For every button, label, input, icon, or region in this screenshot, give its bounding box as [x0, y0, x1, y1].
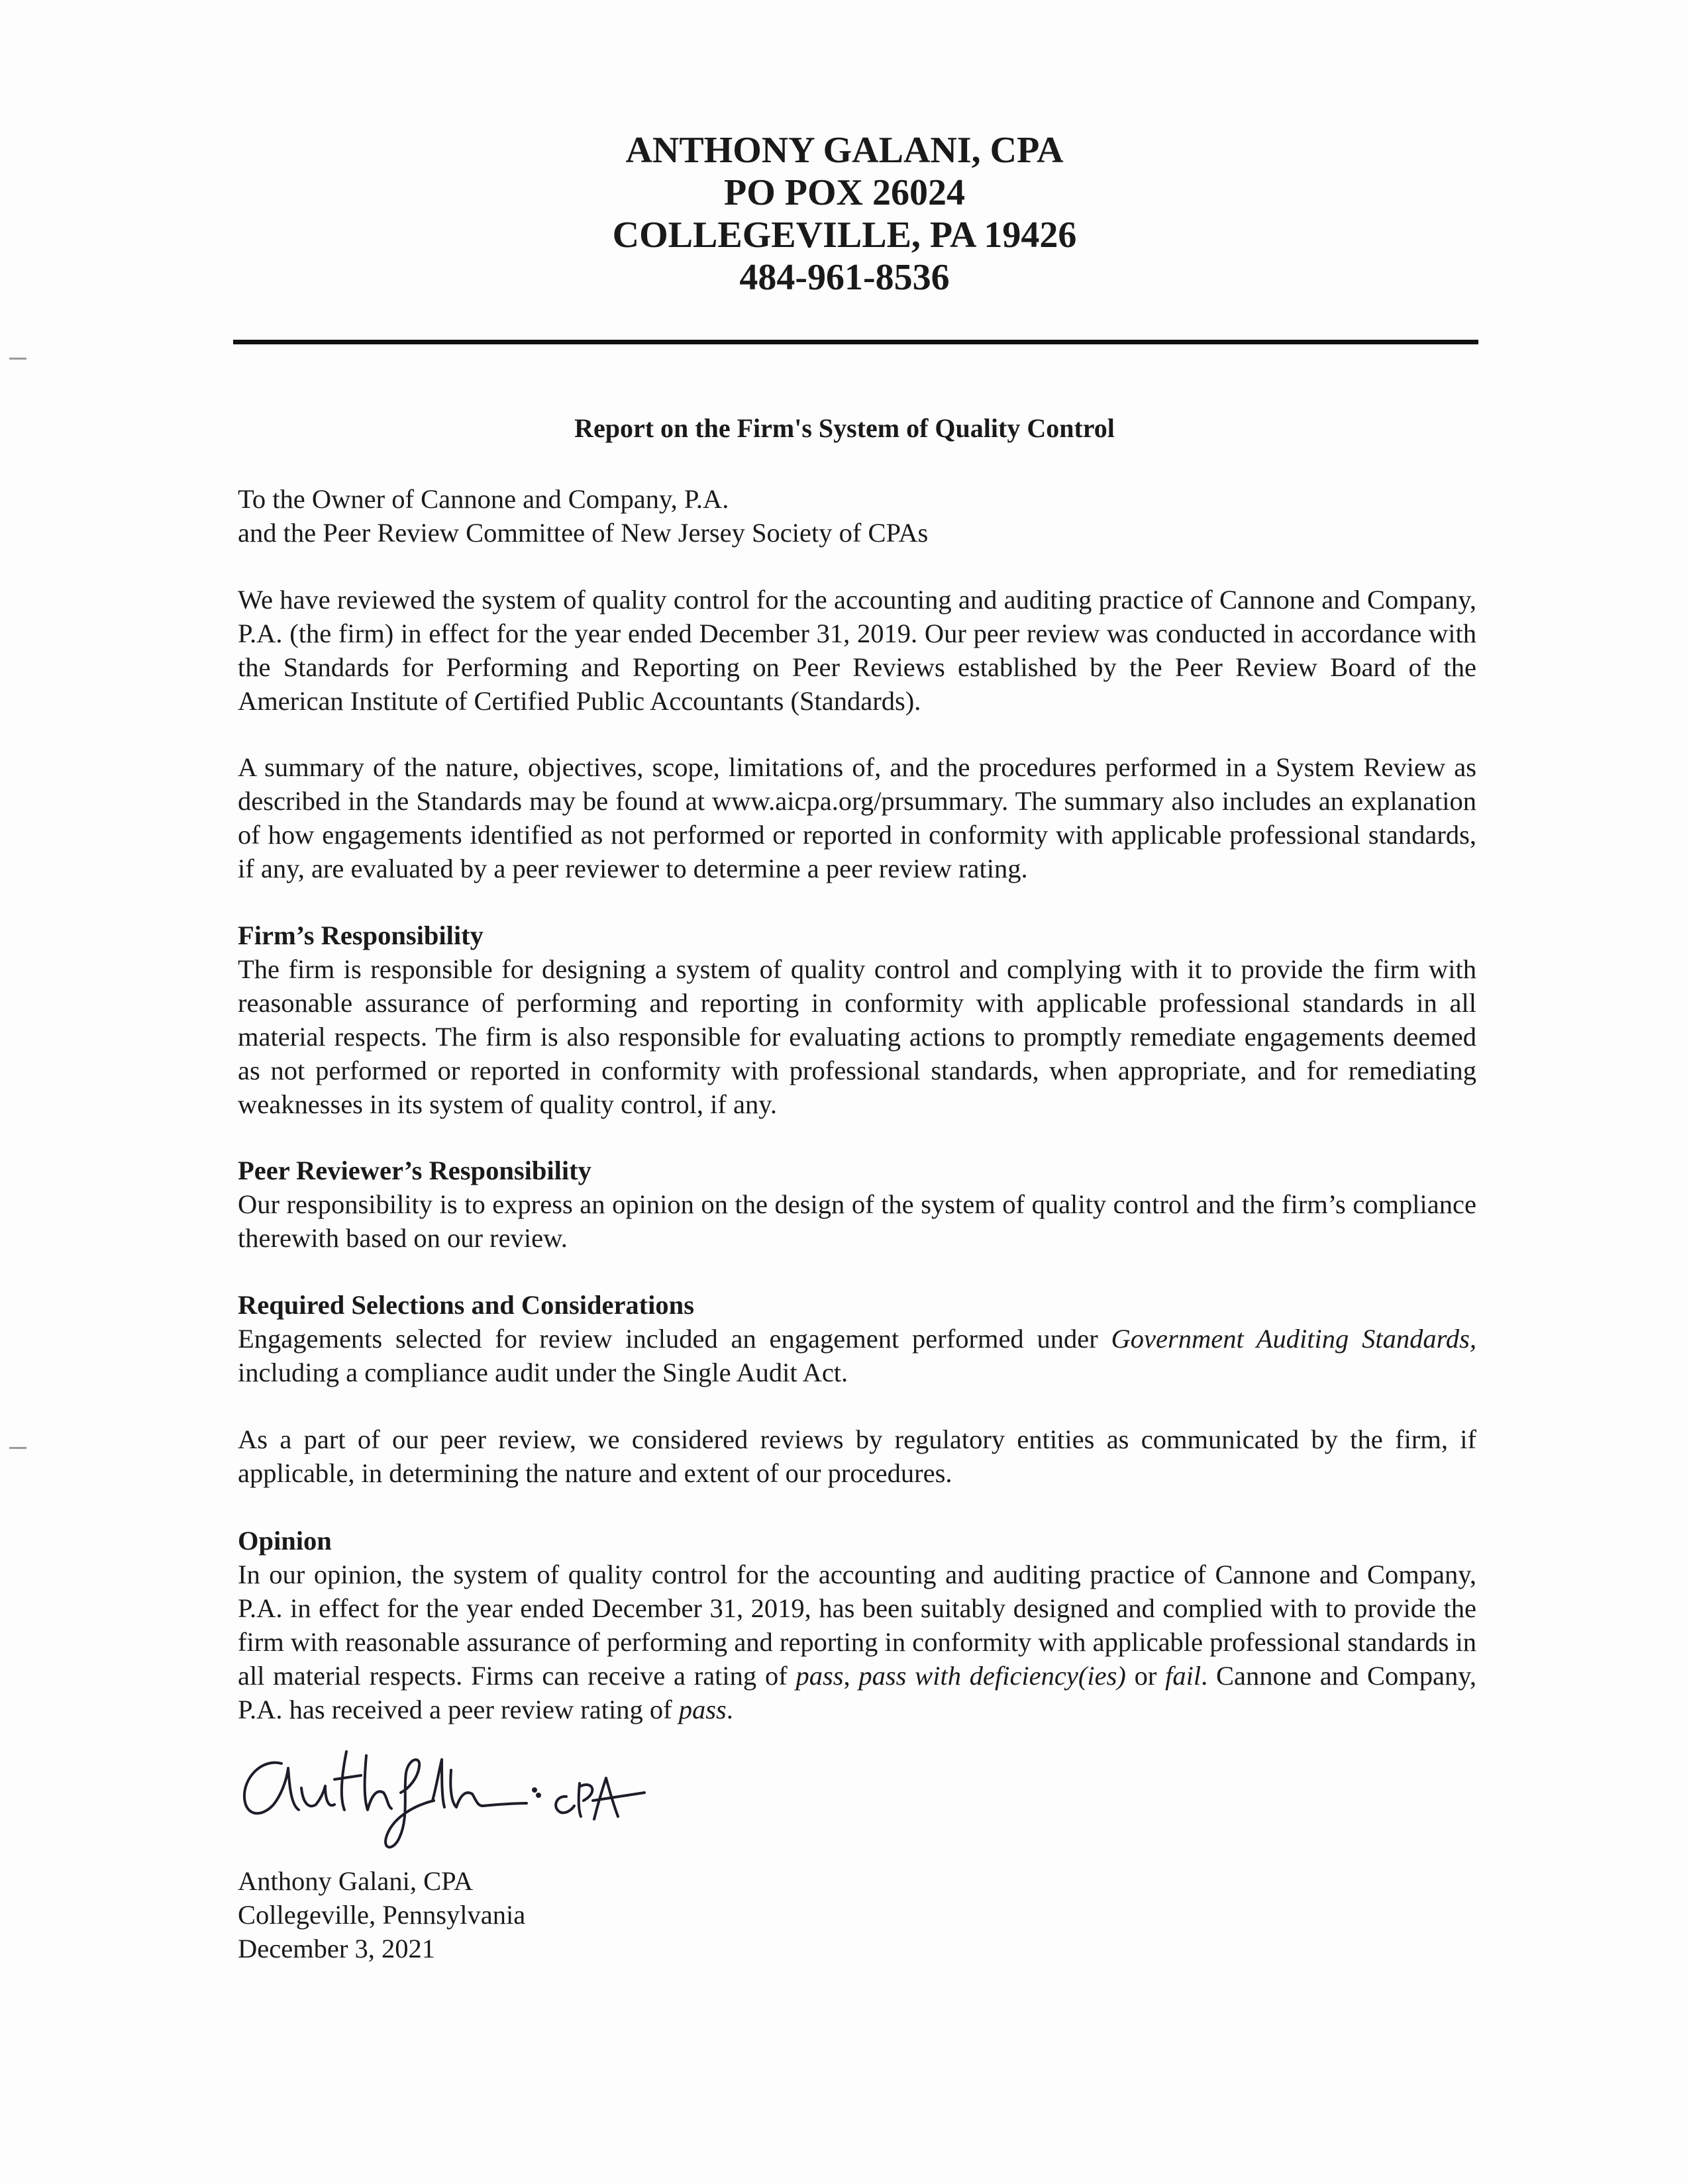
rating-fail-italic: fail	[1165, 1661, 1202, 1691]
letterhead	[0, 129, 1689, 299]
opinion-text-part: .	[726, 1695, 733, 1724]
opinion-text-part: . Cannone and Company, P.A. has received a peer review rating of	[238, 1661, 1476, 1724]
government-auditing-standards-italic: Government Auditing Standards,	[1111, 1324, 1476, 1354]
opinion-text-part: ,	[843, 1661, 859, 1691]
addressee-block	[238, 482, 1476, 550]
opinion-heading: Opinion	[238, 1526, 332, 1556]
required-selections-section	[238, 1288, 1476, 1389]
opinion-section	[238, 1524, 1476, 1726]
intro-paragraph: We have reviewed the system of quality control for the accounting and auditing practice of Cannone and Company, P.A. (the firm) in effect for the year ended December 31, 2019. Our peer review was conducted in accordance with the Standards for Performing and Reporting on Peer Reviews established by the Peer Review Board of the American Institute of Certified Public Accountants (Standards).	[238, 585, 1476, 716]
rating-pass-italic: pass	[795, 1661, 844, 1691]
addressee-line-2: and the Peer Review Committee of New Jersey Society of CPAs	[238, 518, 929, 548]
scan-margin-mark	[9, 1447, 26, 1449]
letterhead-city: COLLEGEVILLE, PA 19426	[612, 215, 1077, 256]
firm-responsibility-text: The firm is responsible for designing a system of quality control and complying with it to provide the firm with reasonable assurance of performing and reporting in conformity with applicable professional standards in all material respects. The firm is also responsible for evaluating actions to promptly remediate engagements deemed as not performed or reported in conformity with professional standards, when appropriate, and for remediating weaknesses in its system of quality control, if any.	[238, 954, 1476, 1119]
letterhead-po-box: PO POX 26024	[724, 172, 965, 213]
reviewer-responsibility-heading: Peer Reviewer’s Responsibility	[238, 1156, 591, 1185]
firm-responsibility-heading: Firm’s Responsibility	[238, 920, 484, 950]
required-selections-text	[238, 1322, 1476, 1389]
required-selections-text-part: including a compliance audit under the Single Audit Act.	[238, 1358, 848, 1387]
letterhead-divider	[233, 340, 1478, 344]
firm-responsibility-section	[238, 918, 1476, 1121]
opinion-text	[238, 1558, 1476, 1726]
signature-block	[238, 1864, 525, 1965]
report-date: December 3, 2021	[238, 1934, 436, 1963]
required-selections-heading: Required Selections and Considerations	[238, 1290, 694, 1320]
opinion-text-part: or	[1125, 1661, 1166, 1691]
summary-paragraph: A summary of the nature, objectives, scope, limitations of, and the procedures performed in a System Review as described in the Standards may be found at www.aicpa.org/prsummary. The summary also includes an explanation of how engagements identified as not performed or reported in conformity with applicable professional standards, if any, are evaluated by a peer reviewer to determine a peer review rating.	[238, 752, 1476, 883]
signer-name: Anthony Galani, CPA	[238, 1866, 474, 1896]
handwritten-signature	[235, 1732, 646, 1864]
required-selections-text-part: Engagements selected for review included an engagement performed under	[238, 1324, 1111, 1354]
letterhead-name: ANTHONY GALANI, CPA	[625, 130, 1064, 171]
reviewer-responsibility-text: Our responsibility is to express an opinion on the design of the system of quality control and the firm’s compliance therewith based on our review.	[238, 1189, 1476, 1253]
opinion-text-part: In our opinion, the system of quality control for the accounting and auditing practice of Cannone and Company, P.A. in effect for the year ended December 31, 2019, has been suitably designed and complied with to provide the firm with reasonable assurance of performing and reporting in conformity with applicable professional standards in all material respects. Firms can receive a rating of	[238, 1560, 1476, 1691]
scan-margin-mark	[9, 358, 26, 360]
signer-location: Collegeville, Pennsylvania	[238, 1900, 526, 1930]
regulatory-reviews-paragraph: As a part of our peer review, we considered reviews by regulatory entities as communicated by the firm, if applicable, in determining the nature and extent of our procedures.	[238, 1424, 1476, 1488]
reviewer-responsibility-section	[238, 1154, 1476, 1255]
letterhead-phone: 484-961-8536	[739, 257, 950, 298]
addressee-line-1: To the Owner of Cannone and Company, P.A.	[238, 484, 729, 514]
rating-deficiency-italic: pass with deficiency(ies)	[858, 1661, 1126, 1691]
rating-received-italic: pass	[678, 1695, 727, 1724]
report-title: Report on the Firm's System of Quality Control	[574, 413, 1115, 443]
